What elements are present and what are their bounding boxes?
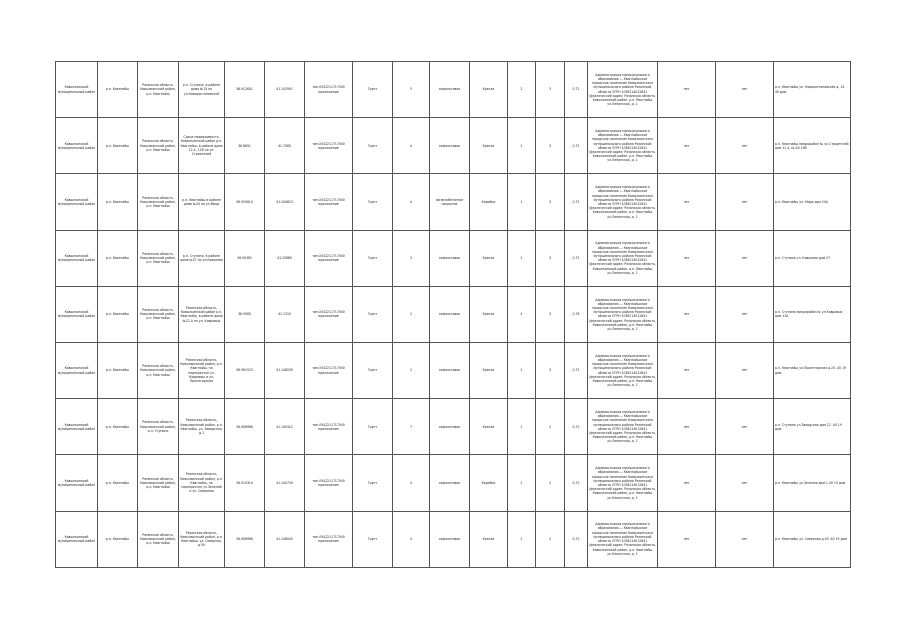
region-address-cell: Рязанская область, Ковылкинский район, р.п. Квагнайш [138,342,179,398]
registry-cell: тип-0542211717000 приложение [305,62,353,118]
owner-cell: Администрация муниципального образования — Квагнайшское городское поселение Ковылкинского муниципального района Рязанской области ОГРН 1056214012841 (фактический адрес: Рязанская область, Ковылкинский район, р.п. Квагнайш ул.Ленинская, д. 1 [588,118,658,174]
latitude-cell: 36.9083 [225,286,265,342]
settlement-cell: р.п. Квагнайш [98,230,138,286]
volume-cell: 0,72 [565,62,588,118]
containers-cell: 2 [508,342,536,398]
region-address-cell: Рязанская область, Ковылкинский район, р.п. Квагнайш [138,455,179,511]
surface-cell: Грунт [353,455,393,511]
source-address-cell: р.п. Ступино микрорайон № ул.Ковровых дом 12А [774,286,851,342]
source-address-cell: р.п. Квагнайш микрорайон № ул.Строителей дом 12 А, №-40 19В [774,118,851,174]
district-cell: Ковылкинский муниципальный район [56,399,98,455]
cover-type-cell: асфальтовое [430,399,470,455]
location-cell: Сдача недвижимость, Ковылкинский район р.п. Квагнайш, в районе дома 12 А, 12В по ул. Строителей [179,118,225,174]
district-cell: Ковылкинский муниципальный район [56,230,98,286]
area-cell: 4 [393,174,430,230]
fence-cell: Кресла [470,286,508,342]
fence-cell: Коробки [470,455,508,511]
registry-cell: тип-0542211717000 приложение [305,511,353,567]
region-address-cell: Рязанская область, Ковылкинский район, р.п. Ступино [138,399,179,455]
table-row [56,511,851,567]
longitude-cell: 41.148039 [265,342,305,398]
registry-cell: тип-0542211717000 приложение [305,286,353,342]
separate-collection-cell: нет [658,174,716,230]
volume-cell: 0,72 [565,342,588,398]
volume-cell: 0,72 [565,230,588,286]
region-address-cell: Рязанская область, Ковылкинский район, р.п. Квагнайш [138,511,179,567]
table-row [56,286,851,342]
separate-collection-cell: нет [658,455,716,511]
containers-cell: 1 [508,174,536,230]
registry-cell: тип-0542211717000 приложение [305,174,353,230]
fence-cell: Кресла [470,342,508,398]
owner-cell: Администрация муниципального образования — Квагнайшское городское поселение Ковылкинского муниципального района Рязанской области ОГРН 1056214012841 (фактический адрес: Рязанская область, Ковылкинский район, р.п. Квагнайш ул.Ленинская, д. 1 [588,399,658,455]
district-cell: Ковылкинский муниципальный район [56,455,98,511]
volume-small-cell: 3 [536,174,565,230]
separate-collection-cell: нет [658,62,716,118]
volume-small-cell: 3 [536,342,565,398]
surface-cell: Грунт [353,511,393,567]
source-address-cell: р.п. Квагнайш ул. Северная д.59 -40 19 дом [774,511,851,567]
source-address-cell: р.п. Квагнайш ул. Мира дом 20А [774,174,851,230]
volume-small-cell: 3 [536,399,565,455]
district-cell: Ковылкинский муниципальный район [56,342,98,398]
volume-small-cell: 3 [536,455,565,511]
surface-cell: Грунт [353,62,393,118]
owner-cell: Администрация муниципального образования — Квагнайшское городское поселение Ковылкинского муниципального района Рязанской области ОГРН 1056214012841 (фактический адрес: Рязанская область, Ковылкинский район, р.п. Квагнайш ул.Ленинская, д. 1 [588,230,658,286]
separate-collection-cell: нет [658,511,716,567]
settlement-cell: р.п. Квагнайш [98,511,138,567]
volume-cell: 0,78 [565,286,588,342]
surface-cell: Грунт [353,399,393,455]
longitude-cell: 41.140734 [265,455,305,511]
container-sites-table [55,61,851,568]
separate-collection-cell: нет [658,399,716,455]
longitude-cell: 41.140312 [265,399,305,455]
settlement-cell: р.п. Квагнайш [98,342,138,398]
owner-cell: Администрация муниципального образования — Квагнайшское городское поселение Ковылкинского муниципального района Рязанской области ОГРН 1056214012841 (фактический адрес: Рязанская область, Ковылкинский район, р.п. Квагнайш ул.Ленинская, д. 1 [588,511,658,567]
volume-small-cell: 3 [536,62,565,118]
location-cell: р.п. Ступино, в районе дома №27 по ул.Ковалева [179,230,225,286]
table-row [56,399,851,455]
area-cell: 4 [393,511,430,567]
area-cell: 4 [393,455,430,511]
cover-type-cell: асфальтовое [430,286,470,342]
table-row [56,62,851,118]
location-cell: Рязанская область, Ковылкинский район, р.п. Квагнайш, ул. Северная, д.59 [179,511,225,567]
containers-cell: 2 [508,230,536,286]
cover-type-cell: асфальтовое [430,455,470,511]
longitude-cell: 41.1310 [265,286,305,342]
latitude-cell: 36.90362 [225,230,265,286]
district-cell: Ковылкинский муниципальный район [56,62,98,118]
table-row [56,455,851,511]
cover-type-cell: асфальтовое [430,511,470,567]
cover-type-cell: асфальтовое [430,342,470,398]
volume-cell: 0,72 [565,399,588,455]
longitude-cell: 41.164823 [265,174,305,230]
settlement-cell: р.п. Квагнайш [98,399,138,455]
separate-collection-cell: нет [658,118,716,174]
latitude-cell: 36.961523 [225,342,265,398]
table-row [56,174,851,230]
latitude-cell: 36.908986 [225,399,265,455]
registry-cell: тип-0542211717000 приложение [305,118,353,174]
longitude-cell: 41.7083 [265,118,305,174]
latitude-cell: 36.912641 [225,62,265,118]
fence-cell: Коробки [470,174,508,230]
table-row [56,342,851,398]
owner-cell: Администрация муниципального образования — Квагнайшское городское поселение Ковылкинского муниципального района Рязанской области ОГРН 1056214012841 (фактический адрес: Рязанская область, Ковылкинский район, р.п. Квагнайш ул.Ленинская, д. 1 [588,342,658,398]
district-cell: Ковылкинский муниципальный район [56,511,98,567]
cover-type-cell: асфальтовое [430,230,470,286]
longitude-cell: 41.148040 [265,511,305,567]
owner-cell: Администрация муниципального образования — Квагнайшское городское поселение Ковылкинского муниципального района Рязанской области ОГРН 1056214012841 (фактический адрес: Рязанская область, Ковылкинский район, р.п. Квагнайш ул.Ленинская, д. 1 [588,286,658,342]
registry-cell: тип-0542211717000 приложение [305,230,353,286]
registry-cell: тип-0542211717000 приложение [305,342,353,398]
surface-cell: Грунт [353,230,393,286]
tko-flag-cell: нет [716,455,774,511]
tko-flag-cell: нет [716,286,774,342]
owner-cell: Администрация муниципального образования — Квагнайшское городское поселение Ковылкинского муниципального района Рязанской области ОГРН 1056214012841 (фактический адрес: Рязанская область, Ковылкинский район, р.п. Квагнайш ул.Ленинская, д. 1 [588,62,658,118]
region-address-cell: Рязанская область, Ковылкинский район, р.п. Квагнайш [138,62,179,118]
tko-flag-cell: нет [716,62,774,118]
area-cell: 3 [393,230,430,286]
volume-small-cell: 3 [536,118,565,174]
volume-small-cell: 3 [536,286,565,342]
volume-cell: 0,72 [565,511,588,567]
tko-flag-cell: нет [716,118,774,174]
volume-cell: 0,72 [565,455,588,511]
area-cell: 2 [393,286,430,342]
tko-flag-cell: нет [716,342,774,398]
settlement-cell: р.п. Квагнайш [98,455,138,511]
district-cell: Ковылкинский муниципальный район [56,286,98,342]
source-address-cell: р.п. Квагнайш ул. Новоростоновская д. 15-40 дом [774,62,851,118]
location-cell: Рязанская область, Ковылкинский район, р.п. Квагнайш, на перекрестке ул. Ковровых и ул. Пролетарская [179,342,225,398]
area-cell: 2 [393,342,430,398]
volume-small-cell: 3 [536,230,565,286]
surface-cell: Грунт [353,118,393,174]
fence-cell: Кресла [470,230,508,286]
region-address-cell: Рязанская область, Ковылкинский район, р.п. Квагнайш [138,174,179,230]
area-cell: 5 [393,62,430,118]
source-address-cell: р.п. Квагнайш ул.Зеленая дом 1-40 19 дом [774,455,851,511]
separate-collection-cell: нет [658,342,716,398]
owner-cell: Администрация муниципального образования — Квагнайшское городское поселение Ковылкинского муниципального района Рязанской области ОГРН 1056214012841 (фактический адрес: Рязанская область, Ковылкинский район, р.п. Квагнайш ул.Ленинская, д. 1 [588,455,658,511]
location-cell: р.п. Квагнайш в районе дома №20 по ул.Мира [179,174,225,230]
cover-type-cell: асфальтовое [430,118,470,174]
containers-cell: 2 [508,118,536,174]
district-cell: Ковылкинский муниципальный район [56,118,98,174]
tko-flag-cell: нет [716,230,774,286]
area-cell: 4 [393,118,430,174]
surface-cell: Грунт [353,174,393,230]
containers-cell: 4 [508,286,536,342]
settlement-cell: р.п. Квагнайш [98,62,138,118]
table-row [56,118,851,174]
separate-collection-cell: нет [658,286,716,342]
latitude-cell: 36.905814 [225,174,265,230]
latitude-cell: 36.8651 [225,118,265,174]
fence-cell: Кресла [470,118,508,174]
latitude-cell: 36.910314 [225,455,265,511]
settlement-cell: р.п. Квагнайш [98,286,138,342]
region-address-cell: Рязанская область, Ковылкинский район, р.п. Квагнайш [138,230,179,286]
location-cell: Рязанская область, Ковылкинский район р.п. Квагнайш, в районе дома №12 А по ул. Ковровых [179,286,225,342]
volume-cell: 0,72 [565,174,588,230]
volume-cell: 0,72 [565,118,588,174]
region-address-cell: Рязанская область, Ковылкинский район, р.п. Квагнайш [138,118,179,174]
location-cell: р.п. Ступино, в районе дома №15 по ул.Новоростоновской [179,62,225,118]
region-address-cell: Рязанская область, Ковылкинский район, р.п. Квагнайш [138,286,179,342]
tko-flag-cell: нет [716,511,774,567]
fence-cell: Кресла [470,511,508,567]
table-row [56,230,851,286]
source-address-cell: р.п. Квагнайш ул.Пролетарская д.23 -40 19 дом [774,342,851,398]
tko-flag-cell: нет [716,399,774,455]
containers-cell: 2 [508,511,536,567]
containers-cell: 1 [508,399,536,455]
source-address-cell: р.п. Ступино ул. Ковалева дом 27 [774,230,851,286]
registry-cell: тип-0542211717000 приложение [305,399,353,455]
surface-cell: Грунт [353,286,393,342]
owner-cell: Администрация муниципального образования — Квагнайшское городское поселение Ковылкинского муниципального района Рязанской области ОГРН 1056214012841 (фактический адрес: Рязанская область, Ковылкинский район, р.п. Квагнайш ул.Ленинская, д. 1 [588,174,658,230]
location-cell: Рязанская область, Ковылкинский район, р.п. Квагнайш, ул. Заводская, д.1 [179,399,225,455]
area-cell: 7 [393,399,430,455]
location-cell: Рязанская область, Ковылкинский район, р.п. Квагнайш, на перекрестке ул.Зеленой и ул. Северная [179,455,225,511]
cover-type-cell: железобетонное покрытие [430,174,470,230]
surface-cell: Грунт [353,342,393,398]
registry-cell: тип-0542211717000 приложение [305,455,353,511]
volume-small-cell: 3 [536,511,565,567]
cover-type-cell: асфальтовое [430,62,470,118]
separate-collection-cell: нет [658,230,716,286]
district-cell: Ковылкинский муниципальный район [56,174,98,230]
containers-cell: 2 [508,62,536,118]
fence-cell: Кресла [470,62,508,118]
fence-cell: Кресла [470,399,508,455]
settlement-cell: р.п. Квагнайш [98,174,138,230]
source-address-cell: р.п. Ступино ул.Заводская дом 12 -40 19 дом [774,399,851,455]
longitude-cell: 41.25880 [265,230,305,286]
tko-flag-cell: нет [716,174,774,230]
settlement-cell: р.п. Квагнайш [98,118,138,174]
longitude-cell: 41.142901 [265,62,305,118]
containers-cell: 2 [508,455,536,511]
latitude-cell: 36.908986 [225,511,265,567]
